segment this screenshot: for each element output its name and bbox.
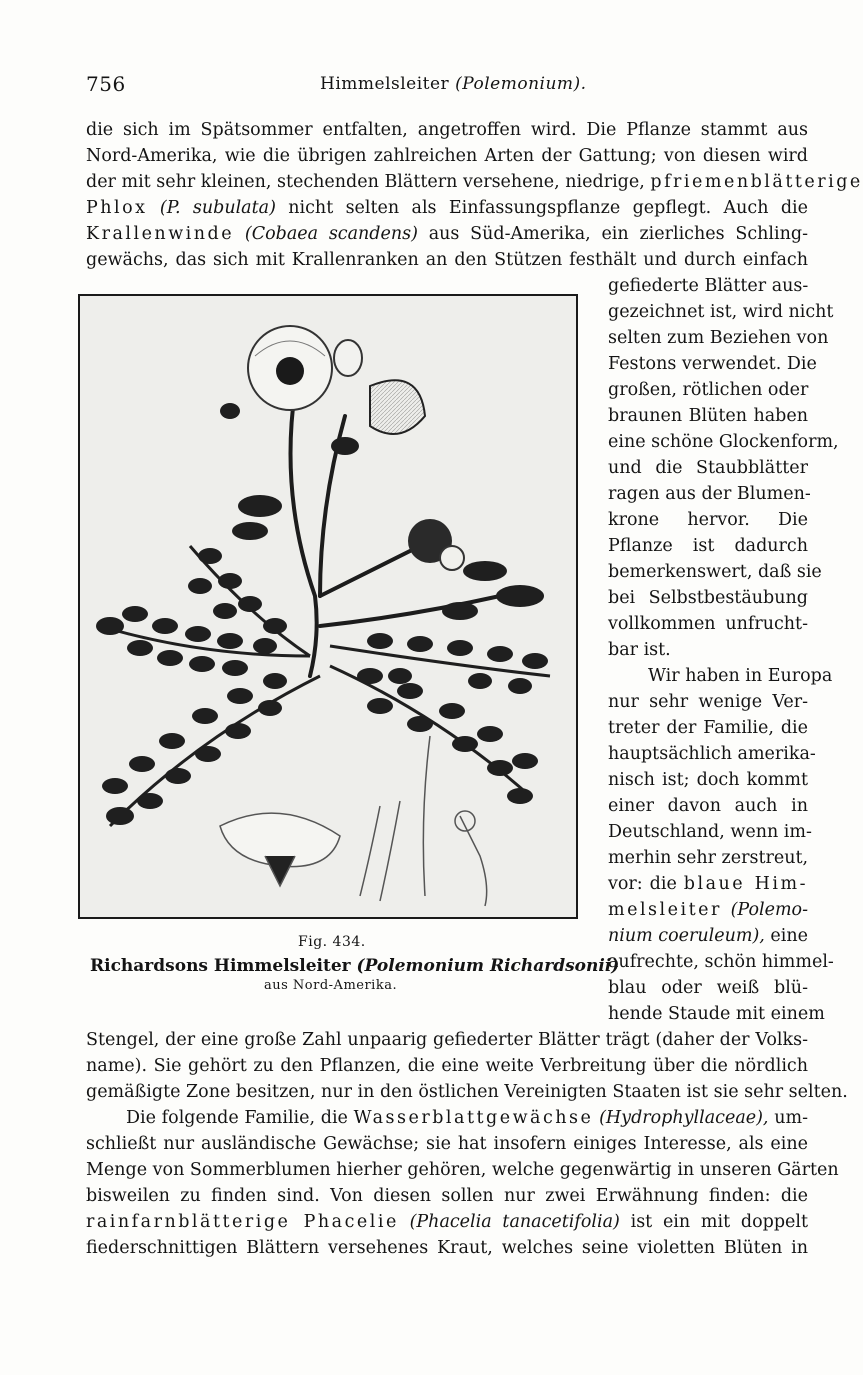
text-fragment: Die folgende Familie, die: [126, 1108, 348, 1128]
column-line: bar ist.: [608, 640, 671, 660]
figure-number: Fig. 434.: [298, 934, 366, 950]
text-line: schließt nur ausländische Gewächse; sie hat insofern einiges Interesse, als eine: [86, 1134, 808, 1154]
text-line: fiederschnittigen Blättern versehenes Kraut, welches seine violetten Blüten in: [86, 1238, 808, 1258]
plant-engraving: [80, 296, 576, 917]
column-line: blau oder weiß blü-: [608, 978, 808, 998]
column-line: selten zum Beziehen von: [608, 328, 829, 348]
column-line: [608, 928, 808, 946]
text-line: [86, 1214, 808, 1232]
text-line: die sich im Spätsommer entfalten, angetroffen wird. Die Pflanze stammt aus: [86, 120, 808, 140]
spaced-term: blaue Him-: [683, 874, 808, 894]
column-line: aufrechte, schön himmel-: [608, 952, 834, 972]
text-line: [86, 226, 808, 244]
text-fragment: um-: [774, 1108, 808, 1128]
column-line: und die Staubblätter: [608, 458, 808, 478]
text-line: name). Sie gehört zu den Pflanzen, die eine weite Verbreitung über die nördlich: [86, 1056, 808, 1076]
column-line: merhin sehr zerstreut,: [608, 848, 809, 868]
text-line: gemäßigte Zone besitzen, nur in den östlichen Vereinigten Staaten ist sie sehr selten.: [86, 1082, 848, 1102]
spaced-term: melsleiter: [608, 900, 722, 920]
latin-name: (P. subulata): [159, 198, 276, 218]
spaced-term: Krallenwinde: [86, 224, 235, 244]
column-line: großen, rötlichen oder: [608, 380, 809, 400]
spaced-term: rainfarnblätterige Phacelie: [86, 1212, 399, 1232]
column-line: nisch ist; doch kommt: [608, 770, 808, 790]
column-line: [608, 902, 808, 920]
column-line: Festons verwendet. Die: [608, 354, 817, 374]
column-line: nur sehr wenige Ver-: [608, 692, 808, 712]
text-fragment: eine: [770, 926, 809, 946]
figure-title-latin: (Polemonium Richardsonii): [356, 956, 620, 976]
column-line: bei Selbstbestäubung: [608, 588, 808, 608]
text-line: Nord-Amerika, wie die übrigen zahlreichen Arten der Gattung; von diesen wird: [86, 146, 808, 166]
column-line: gefiederte Blätter aus-: [608, 276, 809, 296]
column-line: Wir haben in Europa: [648, 666, 833, 686]
latin-name: (Polemo-: [730, 900, 808, 920]
column-line: bemerkenswert, daß sie: [608, 562, 822, 582]
text-fragment: der mit sehr kleinen, stechenden Blättern versehene, niedrige,: [86, 172, 645, 192]
column-line: Pflanze ist dadurch: [608, 536, 808, 556]
figure-illustration: [78, 294, 578, 919]
spaced-term: pfriemenblätterige: [650, 172, 863, 192]
spaced-term: Phlox: [86, 198, 148, 218]
column-line: eine schöne Glockenform,: [608, 432, 839, 452]
text-line: [86, 172, 863, 192]
running-head-title: Himmelsleiter: [320, 74, 450, 94]
text-line: Stengel, der eine große Zahl unpaarig gefiederter Blätter trägt (daher der Volks-: [86, 1030, 808, 1050]
text-line: [86, 200, 808, 218]
page-number: 756: [86, 72, 126, 96]
column-line: vollkommen unfrucht-: [608, 614, 808, 634]
text-fragment: aus Süd-Amerika, ein zierliches Schling-: [428, 224, 808, 244]
figure-title: [90, 956, 619, 976]
column-line: ragen aus der Blumen-: [608, 484, 811, 504]
text-line: gewächs, das sich mit Krallenranken an den Stützen festhält und durch einfach: [86, 250, 808, 270]
spaced-term: Wasserblattgewächse: [353, 1108, 594, 1128]
figure-title-text: Richardsons Himmelsleiter: [90, 956, 351, 976]
column-line: Deutschland, wenn im-: [608, 822, 812, 842]
latin-name: (Hydrophyllaceae),: [599, 1108, 769, 1128]
column-line: gezeichnet ist, wird nicht: [608, 302, 834, 322]
column-line: hauptsächlich amerika-: [608, 744, 816, 764]
column-line: einer davon auch in: [608, 796, 808, 816]
text-fragment: vor: die: [608, 874, 677, 894]
latin-name: nium coeruleum),: [608, 926, 765, 946]
text-fragment: ist ein mit doppelt: [630, 1212, 809, 1232]
column-line: treter der Familie, die: [608, 718, 808, 738]
column-line: hende Staude mit einem: [608, 1004, 825, 1024]
text-fragment: nicht selten als Einfassungspflanze gepflegt. Auch die: [288, 198, 808, 218]
figure-origin: aus Nord-Amerika.: [264, 978, 398, 993]
latin-name: (Cobaea scandens): [244, 224, 418, 244]
text-line: bisweilen zu finden sind. Von diesen sollen nur zwei Erwähnung finden: die: [86, 1186, 808, 1206]
latin-name: (Phacelia tanacetifolia): [409, 1212, 620, 1232]
text-line: [86, 1110, 808, 1128]
text-line: Menge von Sommerblumen hierher gehören, welche gegenwärtig in unseren Gärten: [86, 1160, 839, 1180]
column-line: krone hervor. Die: [608, 510, 808, 530]
running-head: [320, 74, 587, 94]
running-head-latin: (Polemonium).: [455, 74, 587, 94]
column-line: braunen Blüten haben: [608, 406, 808, 426]
column-line: [608, 876, 808, 894]
